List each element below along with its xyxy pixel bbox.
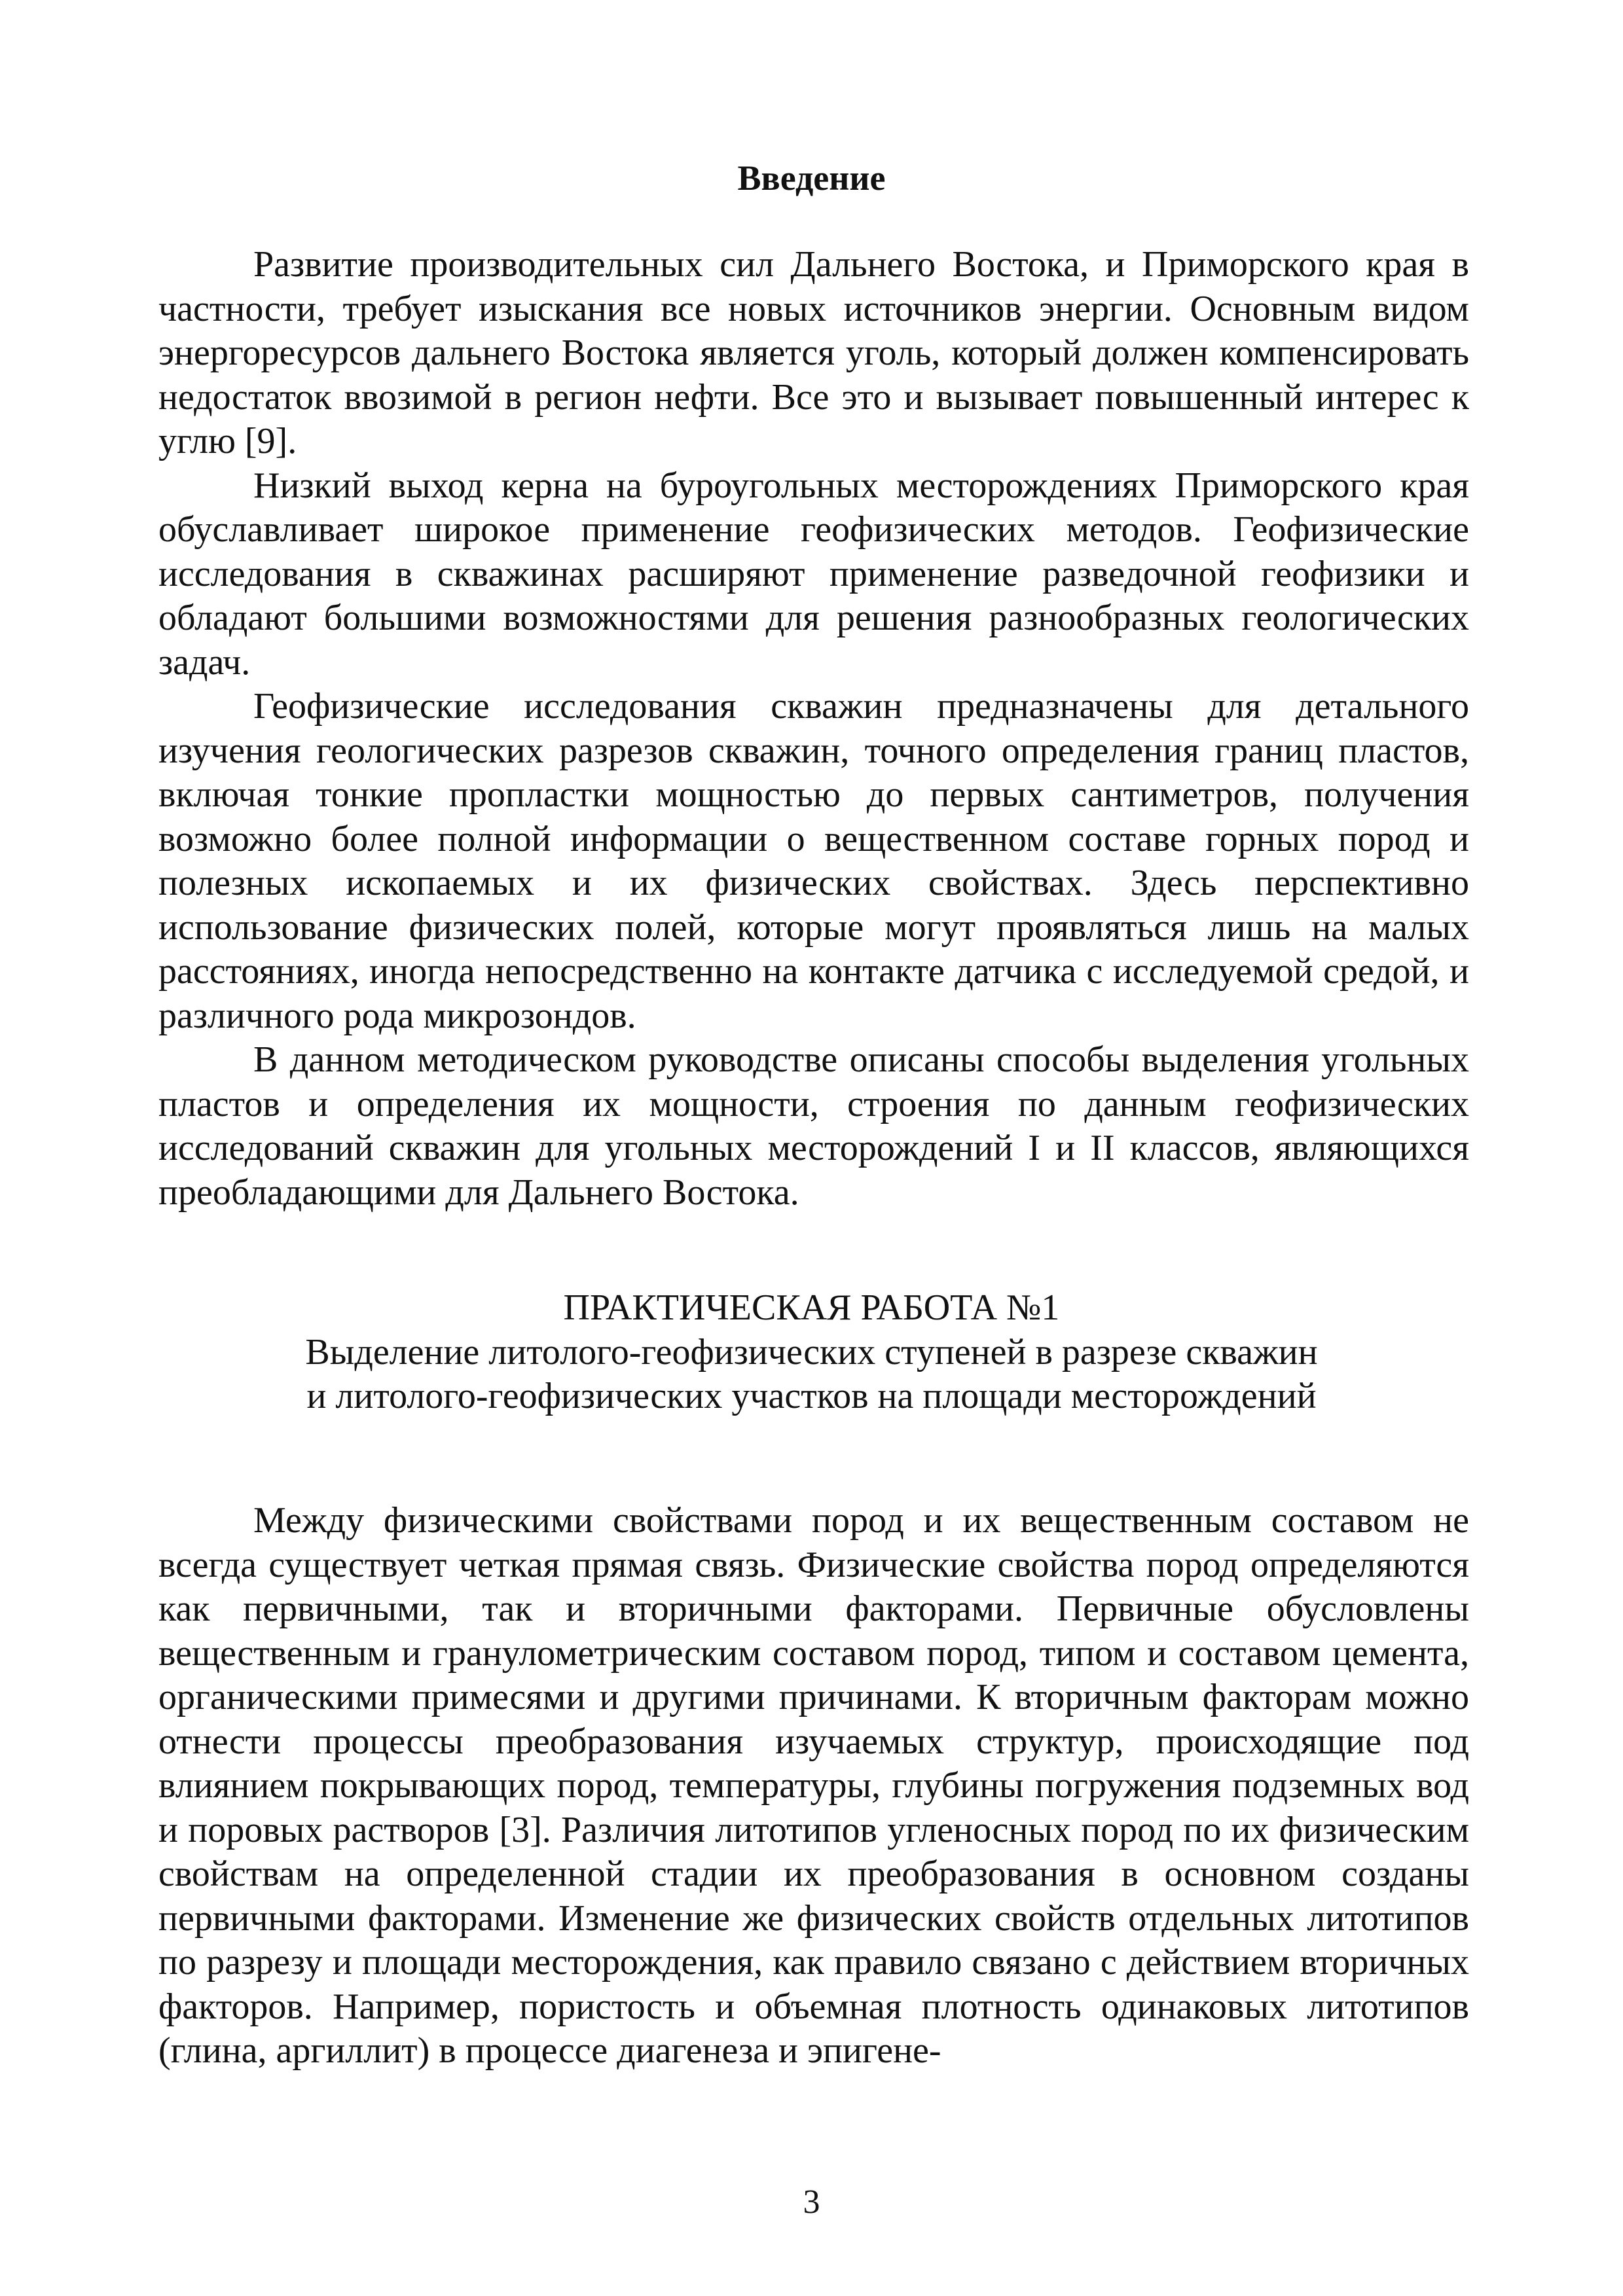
- practical-work-subtitle-line-2: и литолого-геофизических участков на площади месторождений: [306, 1376, 1317, 1416]
- intro-paragraph-2: Низкий выход керна на буроугольных месторождениях Приморского края обуславливает широкое применение геофизических методов. Геофизические исследования в скважинах расширяют применение разведочной геофизики и обладают большими возможностями для решения разнообразных геологических задач.: [158, 465, 1469, 683]
- intro-paragraph-3: Геофизические исследования скважин предназначены для детального изучения геологических разрезов скважин, точного определения границ пластов, включая тонкие пропластки мощностью до первых сантиметров, получения возможно более полной информации о вещественном составе горных пород и полезных ископаемых и их физических свойствах. Здесь перспективно использование физических полей, которые могут проявляться лишь на малых расстояниях, иногда непосредственно на контакте датчика с исследуемой средой, и различного рода микрозондов.: [158, 686, 1469, 1036]
- practical-work-paragraph-1: Между физическими свойствами пород и их вещественным составом не всегда существует четкая прямая связь. Физические свойства пород определяются как первичными, так и вторичными факторами. Первичные обусловлены вещественным и гранулометрическим составом пород, типом и составом цемента, органическими примесями и другими причинами. К вторичным факторам можно отнести процессы преобразования изучаемых структур, происходящие под влиянием покрывающих пород, температуры, глубины погружения подземных вод и поровых растворов [3]. Различия литотипов угленосных пород по их физическим свойствам на определенной стадии их преобразования в основном созданы первичными факторами. Изменение же физических свойств отдельных литотипов по разрезу и площади месторождения, как правило связано с действием вторичных факторов. Например, пористость и объемная плотность одинаковых литотипов (глина, аргиллит) в процессе диагенеза и эпигене-: [158, 1500, 1469, 2071]
- intro-paragraph-1: Развитие производительных сил Дальнего Востока, и Приморского края в частности, требует изыскания все новых источников энергии. Основным видом энергоресурсов дальнего Востока является уголь, который должен компенсировать недостаток ввозимой в регион нефти. Все это и вызывает повышенный интерес к углю [9].: [158, 244, 1469, 461]
- practical-work-heading-block: [0, 1286, 1623, 1419]
- practical-work-subtitle-line-1: Выделение литолого-геофизических ступеней в разрезе скважин: [305, 1331, 1318, 1372]
- practical-work-text: [158, 1499, 1469, 2073]
- page-number: 3: [803, 2183, 820, 2221]
- practical-work-heading: ПРАКТИЧЕСКАЯ РАБОТА №1: [563, 1287, 1060, 1328]
- intro-title: Введение: [737, 158, 886, 198]
- intro-text: [158, 243, 1469, 1215]
- intro-paragraph-4: В данном методическом руководстве описаны способы выделения угольных пластов и определения их мощности, строения по данным геофизических исследований скважин для угольных месторождений I и II классов, являющихся преобладающими для Дальнего Востока.: [158, 1039, 1469, 1213]
